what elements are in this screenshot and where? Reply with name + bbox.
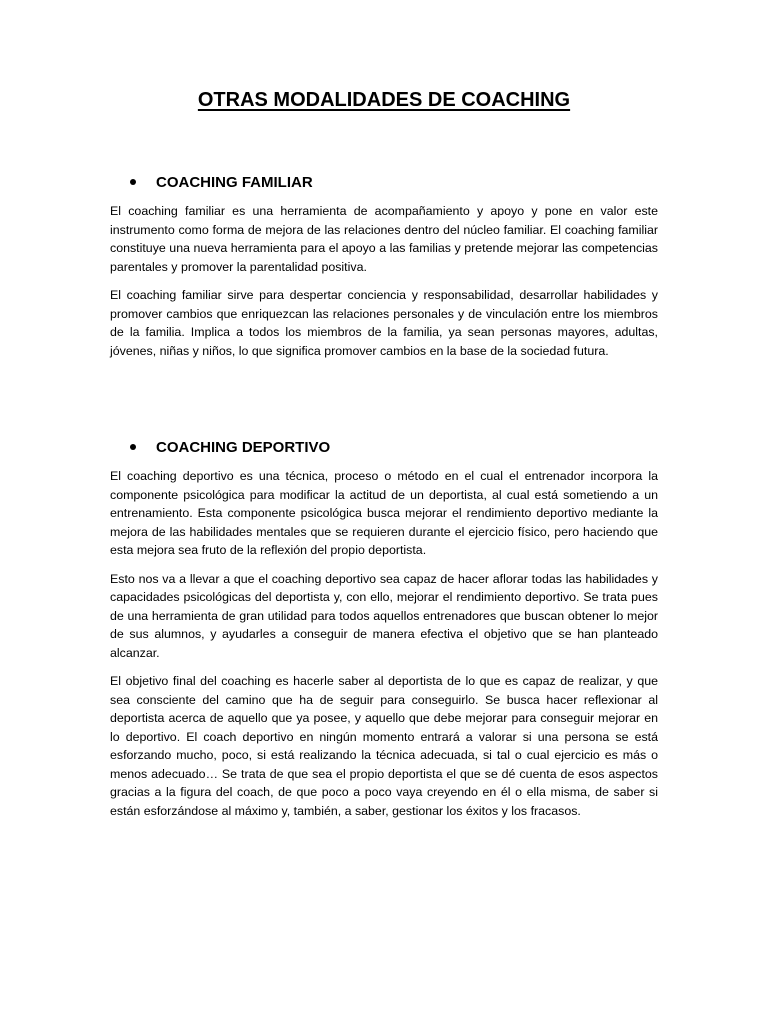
bullet-icon [130, 444, 136, 450]
section-heading [130, 437, 658, 457]
paragraph: El coaching deportivo es una técnica, proceso o método en el cual el entrenador incorpora la componente psicológica para modificar la actitud de un deportista, al cual está sometiendo a un entrenamiento. Esta componente psicológica busca mejorar el rendimiento deportivo mediante la mejora de las habilidades mentales que se requieren durante el ejercicio físico, pero haciendo que esta mejora sea fruto de la reflexión del propio deportista. [110, 469, 658, 557]
paragraph: El objetivo final del coaching es hacerle saber al deportista de lo que es capaz de realizar, y que sea consciente del camino que ha de seguir para conseguirlo. Se busca hacer reflexionar al deportista acerca de aquello que ya posee, y aquello que debe mejorar para conseguir mejorar en lo deportivo. El coach deportivo en ningún momento entrará a valorar si una persona se está esforzando mucho, poco, si está realizando la técnica adecuada, si tal o cual ejercicio es más o menos adecuado… Se trata de que sea el propio deportista el que se dé cuenta de esos aspectos gracias a la figura del coach, de que poco a poco vaya creyendo en él o ella misma, de saber si están esforzándose al máximo y, también, a saber, gestionar los éxitos y los fracasos. [110, 674, 658, 818]
section-coaching-familiar [110, 172, 658, 370]
paragraph: El coaching familiar sirve para despertar conciencia y responsabilidad, desarrollar habilidades y promover cambios que enriquezcan las relaciones personales y de vinculación entre los miembros de la familia. Implica a todos los miembros de la familia, ya sean personas mayores, adultas, jóvenes, niñas y niños, lo que significa promover cambios en la base de la sociedad futura. [110, 288, 658, 358]
section-heading-text: COACHING FAMILIAR [156, 173, 313, 191]
paragraph: Esto nos va a llevar a que el coaching deportivo sea capaz de hacer aflorar todas las habilidades y capacidades psicológicas del deportista y, con ello, mejorar el rendimiento deportivo. Se trata pues de una herramienta de gran utilidad para todos aquellos entrenadores que buscan obtener lo mejor de sus alumnos, y ayudarles a conseguir de manera efectiva el objetivo que se han planteado alcanzar. [110, 571, 658, 660]
page-title: OTRAS MODALIDADES DE COACHING [197, 89, 571, 111]
section-heading-text: COACHING DEPORTIVO [156, 438, 331, 456]
paragraph: El coaching familiar es una herramienta de acompañamiento y apoyo y pone en valor este instrumento como forma de mejora de las relaciones dentro del núcleo familiar. El coaching familiar constituye una nueva herramienta para el apoyo a las familias y pretende mejorar las competencias parentales y promover la parentalidad positiva. [110, 204, 658, 274]
section-heading [130, 172, 658, 192]
section-coaching-deportivo [110, 437, 658, 830]
bullet-icon [130, 179, 136, 185]
